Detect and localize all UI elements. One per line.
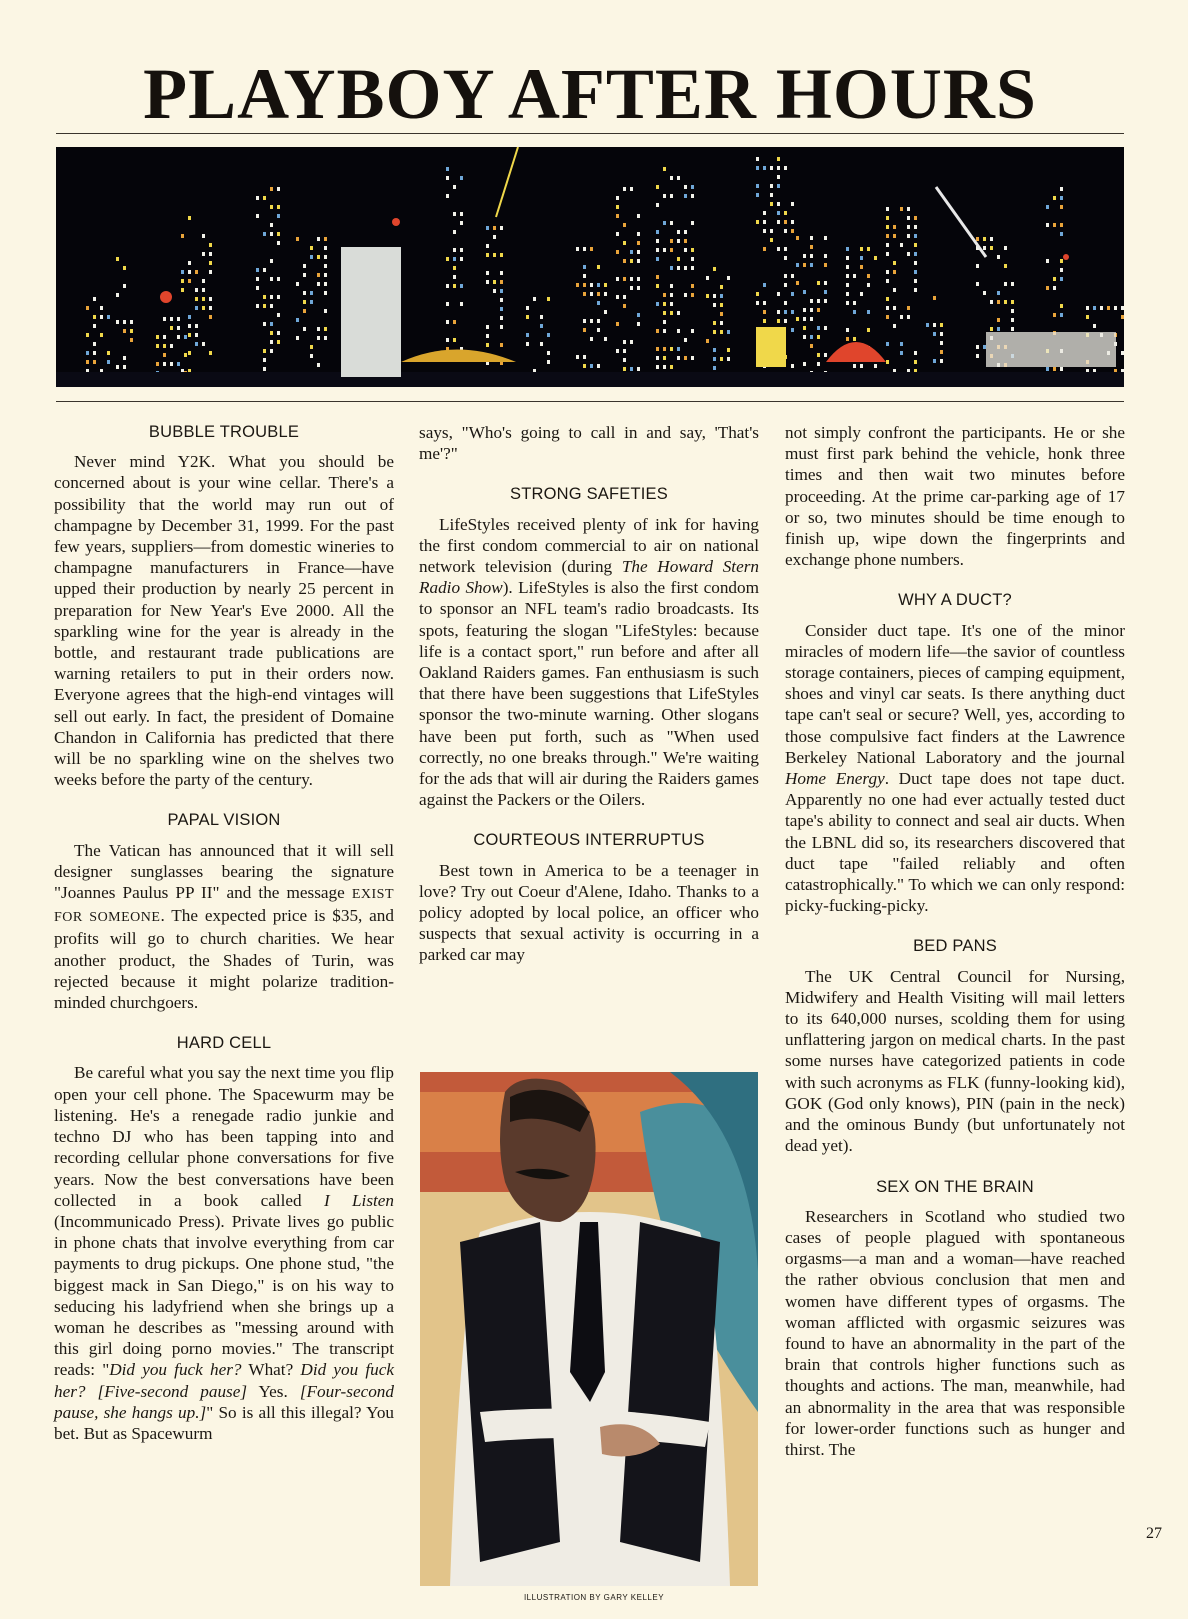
section-heading-sex-on-the-brain: SEX ON THE BRAIN — [876, 1177, 1034, 1196]
sex-on-the-brain-paragraph: Researchers in Scotland who studied two cases of people plagued with spontaneous orgasms—a man and a woman—have reached the rather obvious conclusion that men and women have different types of orgasms. The woman afflicted with orgasmic seizures was found to have an abnormality in the part of the brain that controls higher functions such as thoughts and actions. The man, meanwhile, had an abnormality in the area that was responsible for lower-order functions such as hunger and thirst. The — [785, 1206, 1125, 1459]
section-heading-papal-vision: PAPAL VISION — [167, 811, 281, 830]
city-skyline-illustration — [56, 147, 1124, 387]
column-1 — [54, 422, 394, 1444]
hard-cell-continued: says, "Who's going to call in and say, 'That's me'?" — [419, 423, 759, 464]
illustration-rule — [56, 401, 1124, 402]
bed-pans-paragraph: The UK Central Council for Nursing, Midwifery and Health Visiting will mail letters to its 640,000 nurses, scolding them for using unflattering jargon on medical charts. In the past some nurses have categorized patients in code with such acronyms as FLK (funny-looking kid), GOK (God only knows), PIN (pain in the neck) and the ominous Bundy (but unfortunately not dead yet). — [785, 966, 1125, 1156]
courteous-interruptus-continued: not simply confront the participants. He or she must first park behind the vehicle, honk three times and then wait two minutes before proceeding. At the prime car-parking age of 17 or so, two minutes should be time enough to finish up, wipe down the fingerprints and exchange phone numbers. — [785, 423, 1125, 570]
courteous-interruptus-paragraph: Best town in America to be a teenager in love? Try out Coeur d'Alene, Idaho. Thanks to a policy adopted by local police, an officer who suspects that sexual activity is occurring in a parked car may — [419, 860, 759, 965]
illustration-credit: ILLUSTRATION BY GARY KELLEY — [523, 1593, 665, 1602]
papal-vision-paragraph: The Vatican has announced that it will sell designer sunglasses bearing the signature "Joannes Paulus PP II" and the message EXIST FOR SOMEONE. The expected price is $35, and profits will go to church charities. We hear another product, the Shades of Turin, was rejected because it might polarize tradition-minded churchgoers. — [54, 840, 394, 1013]
column-3 — [785, 422, 1125, 1460]
masthead-rule — [56, 133, 1124, 134]
section-heading-bubble-trouble: BUBBLE TROUBLE — [148, 423, 300, 441]
bubble-trouble-paragraph: Never mind Y2K. What you should be concerned about is your wine cellar. There's a possibility that the world may run out of champagne by December 31, 1999. For the past few years, suppliers—from domestic wineries to champagne manufacturers in France—have upped their production by nearly 25 percent in preparation for New Year's Eve 2000. All the sparkling wine for the year is already in the bottle, and restaurant trade publications are warning retailers to put in their orders now. Everyone agrees that the high-end vintages will sell out early. In fact, the president of Domaine Chandon in California has predicted that there will be no sparkling wine on the shelves two weeks before the party of the century. — [54, 452, 394, 790]
hard-cell-paragraph: Be careful what you say the next time you flip open your cell phone. The Spacewurm may be listening. He's a renegade radio junkie and techno DJ who has been tapping into and recording cellular phone conversations for five years. Now the best conversations have been collected in a book called I Listen (Incommunicado Press). Private lives go public in phone chats that involve everything from car payments to drug pickups. One phone stud, "the biggest mack in San Diego," is on his way to seducing his ladyfriend when she brings up a woman he describes as "messing around with this girl doing porno movies." The transcript reads: "Did you fuck her? What? Did you fuck her? [Five-second pause] Yes. [Four-second pause, she hangs up.]" So is all this illegal? You bet. But as Spacewurm — [54, 1063, 395, 1443]
section-heading-why-a-duct: WHY A DUCT? — [898, 591, 1012, 610]
waiter-illustration — [420, 1072, 758, 1586]
section-heading-courteous-interruptus: COURTEOUS INTERRUPTUS — [473, 831, 705, 850]
why-a-duct-paragraph: Consider duct tape. It's one of the minor miracles of modern life—the savior of countless storage containers, pieces of camping equipment, shoes and vinyl car seats. Is there anything duct tape can't seal or secure? Well, yes, according to those compulsive fact finders at the Lawrence Berkeley National Laboratory and the journal Home Energy. Duct tape does not tape duct. Apparently no one had ever actually tested duct tape's ability to connect and seal air ducts. When the LBNL did so, its researchers discovered that duct tape "failed reliably and often catastrophically." To which we can only respond: picky-fucking-picky. — [785, 620, 1125, 916]
strong-safeties-paragraph: LifeStyles received plenty of ink for having the first condom commercial to air on national network television (during The Howard Stern Radio Show). LifeStyles is also the first condom to sponsor an NFL team's radio broadcasts. Its spots, featuring the slogan "LifeStyles: because life is a contact sport," run before and after all Oakland Raiders games. Fan enthusiasm is such that there have been suggestions that LifeStyles sponsor the two-minute warning. Other slogans have been put forth, such as "When used correctly, no one breaks through." We're waiting for the ads that will air during the Raiders games against the Packers or the Oilers. — [419, 514, 759, 810]
section-heading-hard-cell: HARD CELL — [176, 1034, 272, 1053]
column-2 — [419, 422, 759, 966]
section-heading-strong-safeties: STRONG SAFETIES — [510, 485, 668, 504]
page-number: 27 — [1146, 1525, 1162, 1542]
section-heading-bed-pans: BED PANS — [913, 937, 997, 956]
masthead-title: PLAYBOY AFTER HOURS — [143, 54, 1037, 134]
